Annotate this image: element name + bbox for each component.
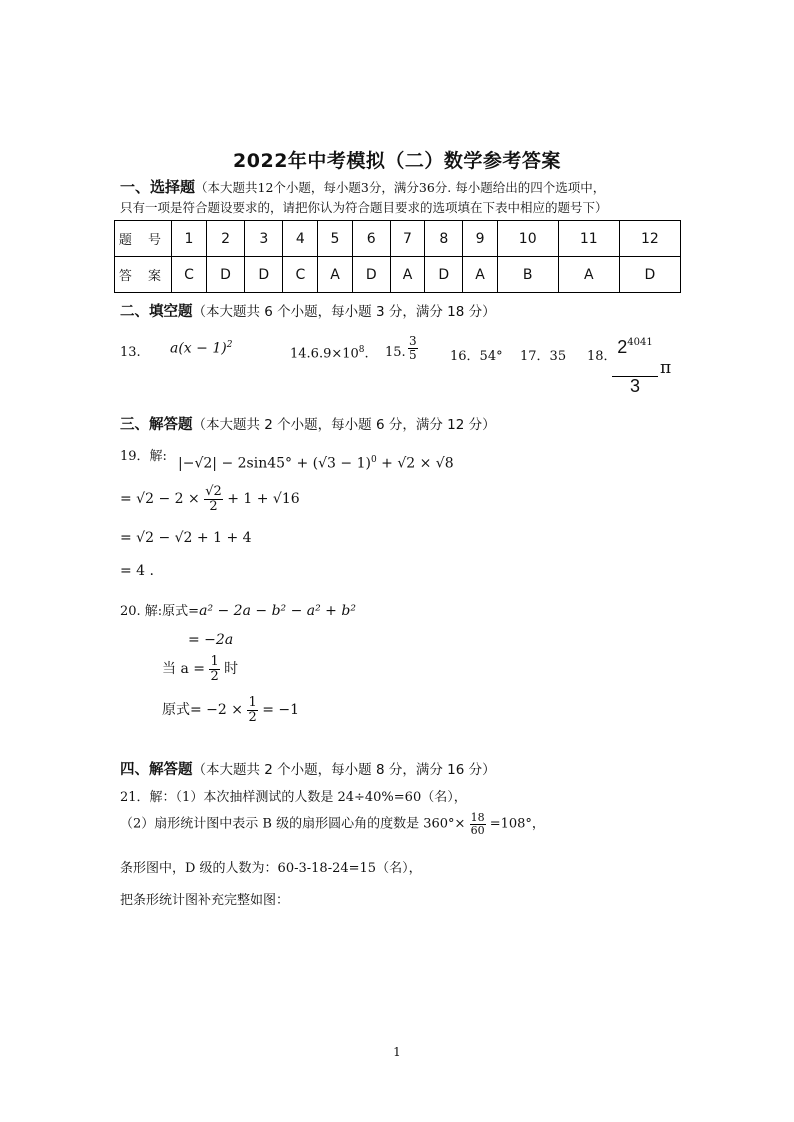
q20-line4-fraction: [247, 696, 257, 724]
answer-cell: A: [558, 257, 619, 293]
q18-base: 2: [617, 337, 628, 357]
answer-cell: D: [425, 257, 463, 293]
table-row-answers: [115, 257, 681, 293]
answer-cell: D: [619, 257, 680, 293]
q19-line2: [120, 485, 300, 513]
q19-line2-num: √2: [205, 484, 222, 499]
section2-heading: 二、填空题: [120, 304, 193, 320]
q16-answer: 16．54°: [450, 349, 503, 364]
q20-line3-a: 当 a =: [162, 661, 205, 678]
q18-pi: π: [660, 358, 672, 378]
q19-line2-fraction: [204, 485, 223, 513]
question-number: 4: [283, 221, 318, 257]
question-number: 10: [497, 221, 558, 257]
table-row-numbers: [115, 221, 681, 257]
q21-line2-b: =108°，: [489, 816, 545, 832]
q13-exponent: 2: [226, 340, 233, 350]
q19-line2-b: + 1 + √16: [227, 491, 300, 508]
answer-cell: C: [172, 257, 207, 293]
q14-end: .: [364, 346, 369, 362]
answer-cell: B: [497, 257, 558, 293]
q20-line3-fraction: [209, 655, 219, 683]
question-number: 8: [425, 221, 463, 257]
question-number: 6: [352, 221, 390, 257]
q18-label: 18．: [587, 349, 617, 364]
q19-line4: = 4 .: [120, 563, 154, 579]
question-number: 3: [245, 221, 283, 257]
answer-cell: A: [318, 257, 352, 293]
question-number: 11: [558, 221, 619, 257]
section3-note: （本大题共 2 个小题，每小题 6 分，满分 12 分）: [192, 417, 496, 433]
question-number: 1: [172, 221, 207, 257]
section1-heading: 一、选择题: [120, 178, 196, 196]
answer-cell: D: [352, 257, 390, 293]
q15-denominator: 5: [409, 347, 417, 362]
q21-line3: 条形图中，D 级的人数为：60-3-18-24=15（名），: [120, 861, 422, 876]
page-number: 1: [393, 1045, 401, 1059]
q20-line3: [162, 655, 238, 683]
section4-heading: 四、解答题: [120, 762, 193, 778]
q20-line3-num: 1: [210, 654, 219, 669]
q19-line1-end: + √2 × √8: [376, 455, 454, 472]
section2-note: （本大题共 6 个小题，每小题 3 分，满分 18 分）: [192, 304, 496, 320]
answer-cell: C: [283, 257, 318, 293]
q13-answer: [170, 340, 232, 357]
q20-line4-den: 2: [248, 709, 257, 725]
q14-answer: [290, 345, 369, 361]
section2-header: [120, 300, 496, 321]
q17-answer: 17．35: [520, 349, 567, 364]
q21-line2-num: 18: [470, 811, 485, 824]
q20-line4-num: 1: [248, 695, 257, 710]
q19-line1: [178, 455, 454, 472]
q20-label-text: 20. 解:原式=: [120, 604, 200, 619]
q14-text: 14.6.9×10: [290, 346, 359, 362]
q20-line4: [162, 696, 299, 724]
answer-cell: A: [390, 257, 424, 293]
section1-note2: 只有一项是符合题设要求的，请把你认为符合题目要求的选项填在下表中相应的题号下）: [120, 200, 608, 215]
q19-label: 19．解:: [120, 449, 167, 464]
q20-line3-den: 2: [210, 668, 219, 684]
row-label-numbers: 题 号: [115, 221, 172, 257]
section1-header: [120, 177, 685, 218]
q19-line1-exp: 0: [370, 455, 377, 465]
answer-cell: D: [245, 257, 283, 293]
section3-heading: 三、解答题: [120, 417, 193, 433]
section1-note: （本大题共12个小题，每小题3分，满分36分. 每小题给出的四个选项中，: [195, 180, 606, 195]
q20-line4-b: = −1: [262, 702, 300, 719]
section4-header: [120, 758, 496, 779]
q21-line2-fraction: [470, 812, 486, 836]
page-title: 2022年中考模拟（二）数学参考答案: [233, 150, 561, 172]
q18-denominator: 3: [629, 376, 640, 396]
question-number: 7: [390, 221, 424, 257]
q20-line2: = −2a: [188, 632, 234, 648]
section3-header: [120, 413, 496, 434]
q20-line3-b: 时: [224, 661, 239, 678]
answer-cell: D: [206, 257, 244, 293]
question-number: 2: [206, 221, 244, 257]
q15-fraction: [408, 335, 418, 361]
answer-cell: A: [463, 257, 497, 293]
question-number: 9: [463, 221, 497, 257]
q20-line1: a² − 2a − b² − a² + b²: [199, 603, 356, 619]
q19-line2-den: 2: [209, 498, 218, 514]
q20-line4-a: 原式= −2 ×: [162, 702, 243, 719]
q13-label: 13.: [120, 345, 141, 360]
q19-line1-expr: |−√2| − 2sin45° + (√3 − 1): [178, 455, 371, 472]
q18-numerator: [612, 336, 658, 377]
q21-line2-a: （2）扇形统计图中表示 B 级的扇形圆心角的度数是 360°×: [120, 816, 466, 832]
answer-table: [114, 220, 681, 293]
section4-note: （本大题共 2 个小题，每小题 8 分，满分 16 分）: [192, 762, 496, 778]
q15-label: 15.: [385, 345, 406, 360]
q13-expr: a(x − 1): [170, 340, 227, 357]
q20-label: [120, 600, 356, 619]
q19-line3: = √2 − √2 + 1 + 4: [120, 530, 252, 546]
q19-line2-a: = √2 − 2 ×: [120, 491, 200, 508]
q21-line2-den: 60: [470, 823, 485, 837]
row-label-answers: 答 案: [115, 257, 172, 293]
question-number: 5: [318, 221, 352, 257]
q21-line2: [120, 812, 545, 836]
q18-exponent: 4041: [627, 336, 653, 348]
q21-line1: 21．解：（1）本次抽样测试的人数是 24÷40%=60（名），: [120, 790, 467, 805]
q14-exponent: 8: [358, 345, 365, 355]
question-number: 12: [619, 221, 680, 257]
q15-numerator: 3: [409, 334, 417, 348]
q21-line4: 把条形统计图补充完整如图：: [120, 893, 290, 908]
